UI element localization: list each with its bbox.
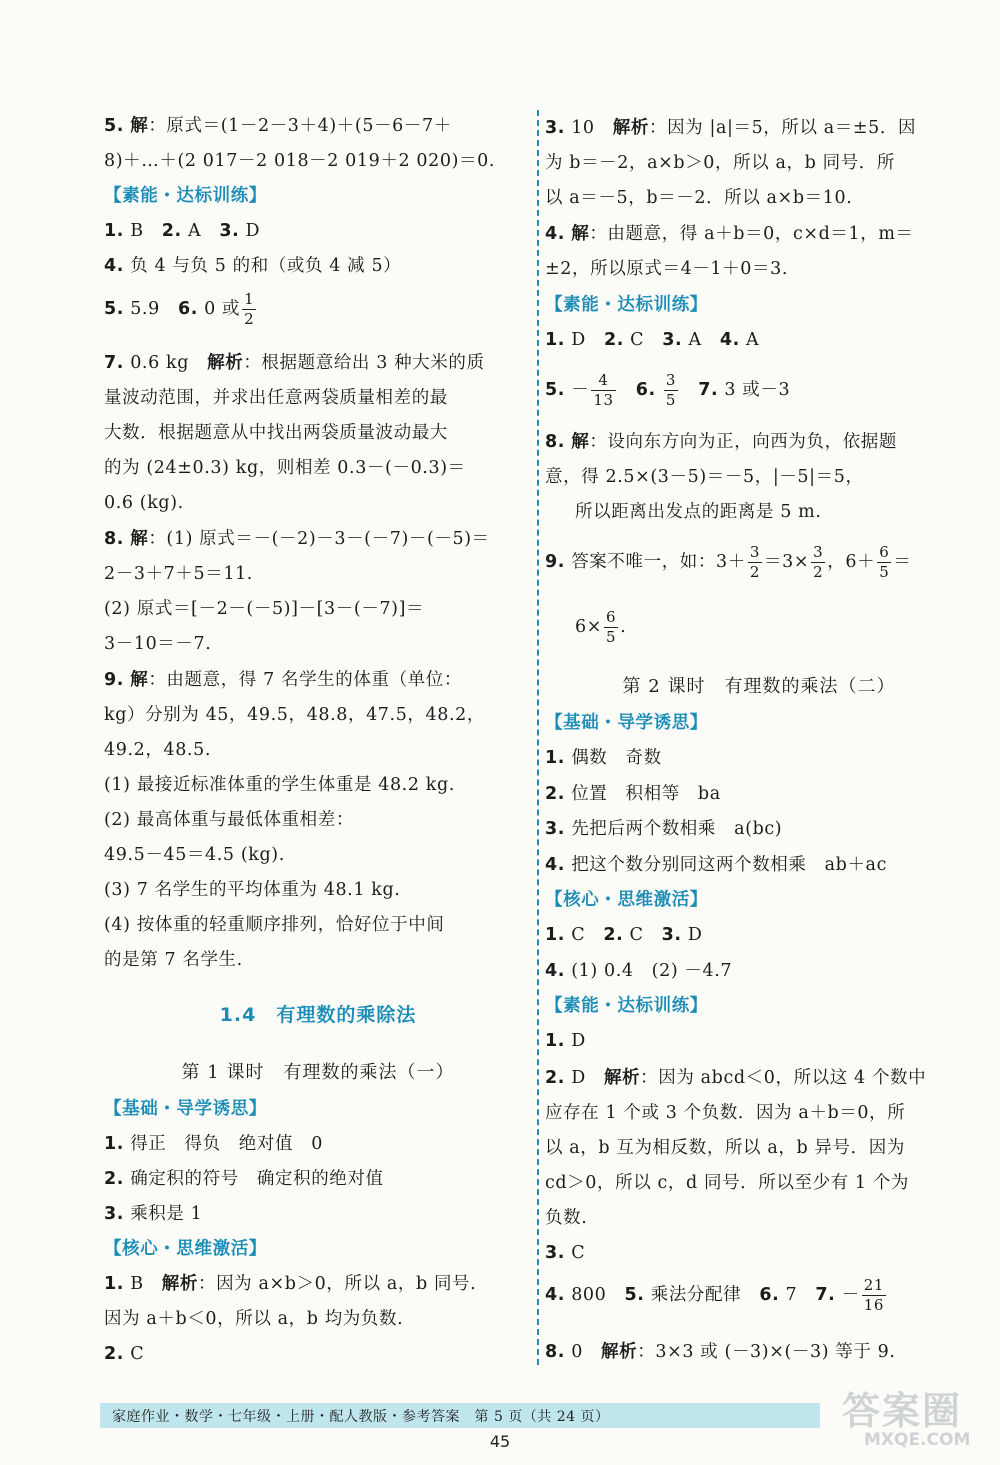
fraction: $\frac{6}{5}$ — [879, 543, 890, 581]
text-line: 1. B 解析：因为 a×b＞0，所以 a，b 同号. — [104, 1274, 477, 1294]
text-line: 4. (1) 0.4 (2) －4.7 — [545, 961, 733, 981]
watermark-logo — [824, 1380, 984, 1458]
text-line: 所以距离出发点的距离是 5 m. — [575, 502, 822, 522]
section-heading: 【核心・思维激活】 — [545, 890, 708, 910]
text-line: 以 a，b 互为相反数，所以 a，b 异号．因为 — [545, 1138, 905, 1158]
answer-4: 4. 负 4 与负 5 的和（或负 4 减 5） — [104, 256, 402, 276]
text-line: cd＞0，所以 c，d 同号．所以至少有 1 个为 — [545, 1173, 910, 1193]
answers-1-3: 1. B 2. A 3. D — [104, 221, 261, 241]
answer-9: 9. 解：由题意，得 7 名学生的体重（单位： — [104, 670, 462, 690]
text-line: 4. 把这个数分别同这两个数相乘 ab＋ac — [545, 855, 887, 875]
text-line: 的为 (24±0.3) kg，则相差 0.3－(－0.3)＝ — [104, 458, 466, 478]
text-line: 1. C 2. C 3. D — [545, 925, 703, 945]
section-heading: 【基础・导学诱思】 — [104, 1099, 267, 1119]
text-line: 负数. — [545, 1208, 588, 1228]
fraction: $\frac{3}{2}$ — [749, 543, 760, 581]
section-heading: 【素能・达标训练】 — [545, 996, 708, 1016]
text-line: 0.6 (kg). — [104, 493, 184, 513]
text-line: 因为 a＋b＜0，所以 a，b 均为负数. — [104, 1309, 404, 1329]
lesson-title: 第 1 课时 有理数的乘法（一） — [181, 1062, 455, 1083]
text-line: 49.2，48.5. — [104, 740, 211, 760]
footer-caption: 家庭作业・数学・七年级・上册・配人教版・参考答案 第 5 页（共 24 页） — [112, 1409, 610, 1425]
answer-5-cont: 8)＋…＋(2 017－2 018－2 019＋2 020)＝0. — [104, 151, 496, 171]
text-line: (3) 7 名学生的平均体重为 48.1 kg. — [104, 880, 401, 900]
answer-5: 5. 解：原式＝(1－2－3＋4)＋(5－6－7＋ — [104, 116, 452, 136]
fraction: $\frac{3}{2}$ — [813, 543, 824, 581]
text-line: 1. 得正 得负 绝对值 0 — [104, 1134, 323, 1154]
text-line: 3. C — [545, 1243, 586, 1263]
text-line: 意，得 2.5×(3－5)＝－5，|－5|＝5， — [545, 467, 864, 487]
text-line: 2. C — [104, 1344, 145, 1364]
text-line: (2) 最高体重与最低体重相差： — [104, 810, 354, 830]
text-line: 3. 乘积是 1 — [104, 1204, 203, 1224]
text-line: 为 b＝－2，a×b＞0，所以 a，b 同号．所 — [545, 153, 895, 173]
section-heading: 【素能・达标训练】 — [545, 295, 708, 315]
text-line: 应存在 1 个或 3 个负数．因为 a＋b＝0，所 — [545, 1103, 906, 1123]
text-line: ±2，所以原式＝4－1＋0＝3. — [545, 259, 788, 279]
text-line: 6× $\frac{6}{5}$ . — [575, 608, 627, 646]
lesson-title: 第 2 课时 有理数的乘法（二） — [622, 676, 896, 697]
text-line: 1. D 2. C 3. A 4. A — [545, 330, 760, 350]
text-line: 8. 0 解析：3×3 或 (－3)×(－3) 等于 9. — [545, 1342, 896, 1362]
text-line: (2) 原式＝[－2－(－5)]－[3－(－7)]＝ — [104, 599, 425, 619]
text-line: 1. 偶数 奇数 — [545, 748, 662, 768]
text-line: 49.5－45＝4.5 (kg). — [104, 845, 285, 865]
section-heading: 【基础・导学诱思】 — [545, 713, 708, 733]
text-line: 大数．根据题意从中找出两袋质量波动最大 — [104, 423, 448, 443]
text-line: 3－10＝－7. — [104, 634, 212, 654]
section-heading: 【核心・思维激活】 — [104, 1239, 267, 1259]
fraction: $\frac{3}{5}$ — [665, 371, 677, 409]
answers-5-6: 5. 5.9 6. 0 或 $\frac{1}{2}$ — [104, 290, 255, 328]
answer-8: 8. 解：(1) 原式＝－(－2)－3－(－7)－(－5)＝ — [104, 529, 490, 549]
text-line: 5. － $\frac{4}{13}$ 6. $\frac{3}{5}$ 7. 3 或－3 — [545, 371, 791, 409]
page-number: 45 — [489, 1432, 511, 1451]
text-line: 2. 确定积的符号 确定积的绝对值 — [104, 1169, 384, 1189]
text-line: 1. D — [545, 1031, 586, 1051]
text-line: (1) 最接近标准体重的学生体重是 48.2 kg. — [104, 775, 455, 795]
fraction: $\frac{4}{13}$ — [593, 371, 614, 409]
text-line: 以 a＝－5，b＝－2．所以 a×b＝10. — [545, 188, 853, 208]
text-line: (4) 按体重的轻重顺序排列，恰好位于中间 — [104, 915, 445, 935]
text-line: 4. 800 5. 乘法分配律 6. 7 7. － $\frac{21}{16}$ — [545, 1276, 884, 1314]
text-line: 8. 解：设向东方向为正，向西为负，依据题 — [545, 432, 898, 452]
text-line: 9. 答案不唯一，如：3＋ $\frac{3}{2}$ ＝3× $\frac{3}{2}$ ，6＋ $\frac{6}{5}$ ＝ — [545, 543, 912, 581]
column-divider — [537, 110, 539, 1365]
text-line: 2－3＋7＋5＝11. — [104, 564, 253, 584]
text-line: 量波动范围，并求出任意两袋质量相差的最 — [104, 388, 448, 408]
watermark-url: MXQE.COM — [864, 1430, 971, 1450]
section-heading: 【素能・达标训练】 — [104, 186, 267, 206]
answer-7: 7. 0.6 kg 解析：根据题意给出 3 种大米的质 — [104, 353, 485, 373]
text-line: 3. 10 解析：因为 |a|＝5，所以 a＝±5．因 — [545, 118, 917, 138]
fraction: $\frac{21}{16}$ — [863, 1276, 884, 1314]
chapter-title: 1.4 有理数的乘除法 — [219, 1004, 417, 1026]
fraction: $\frac{6}{5}$ — [606, 608, 617, 646]
watermark-text: 答案圈 — [842, 1389, 963, 1433]
text-line: 2. D 解析：因为 abcd＜0，所以这 4 个数中 — [545, 1068, 927, 1088]
text-line: 2. 位置 积相等 ba — [545, 784, 721, 804]
fraction: $\frac{1}{2}$ — [244, 290, 255, 328]
text-line: 3. 先把后两个数相乘 a(bc) — [545, 819, 783, 839]
text-line: 的是第 7 名学生. — [104, 950, 243, 970]
text-line: kg）分别为 45，49.5，48.8，47.5，48.2， — [104, 705, 485, 725]
text-line: 4. 解：由题意，得 a＋b＝0，c×d＝1，m＝ — [545, 224, 914, 244]
